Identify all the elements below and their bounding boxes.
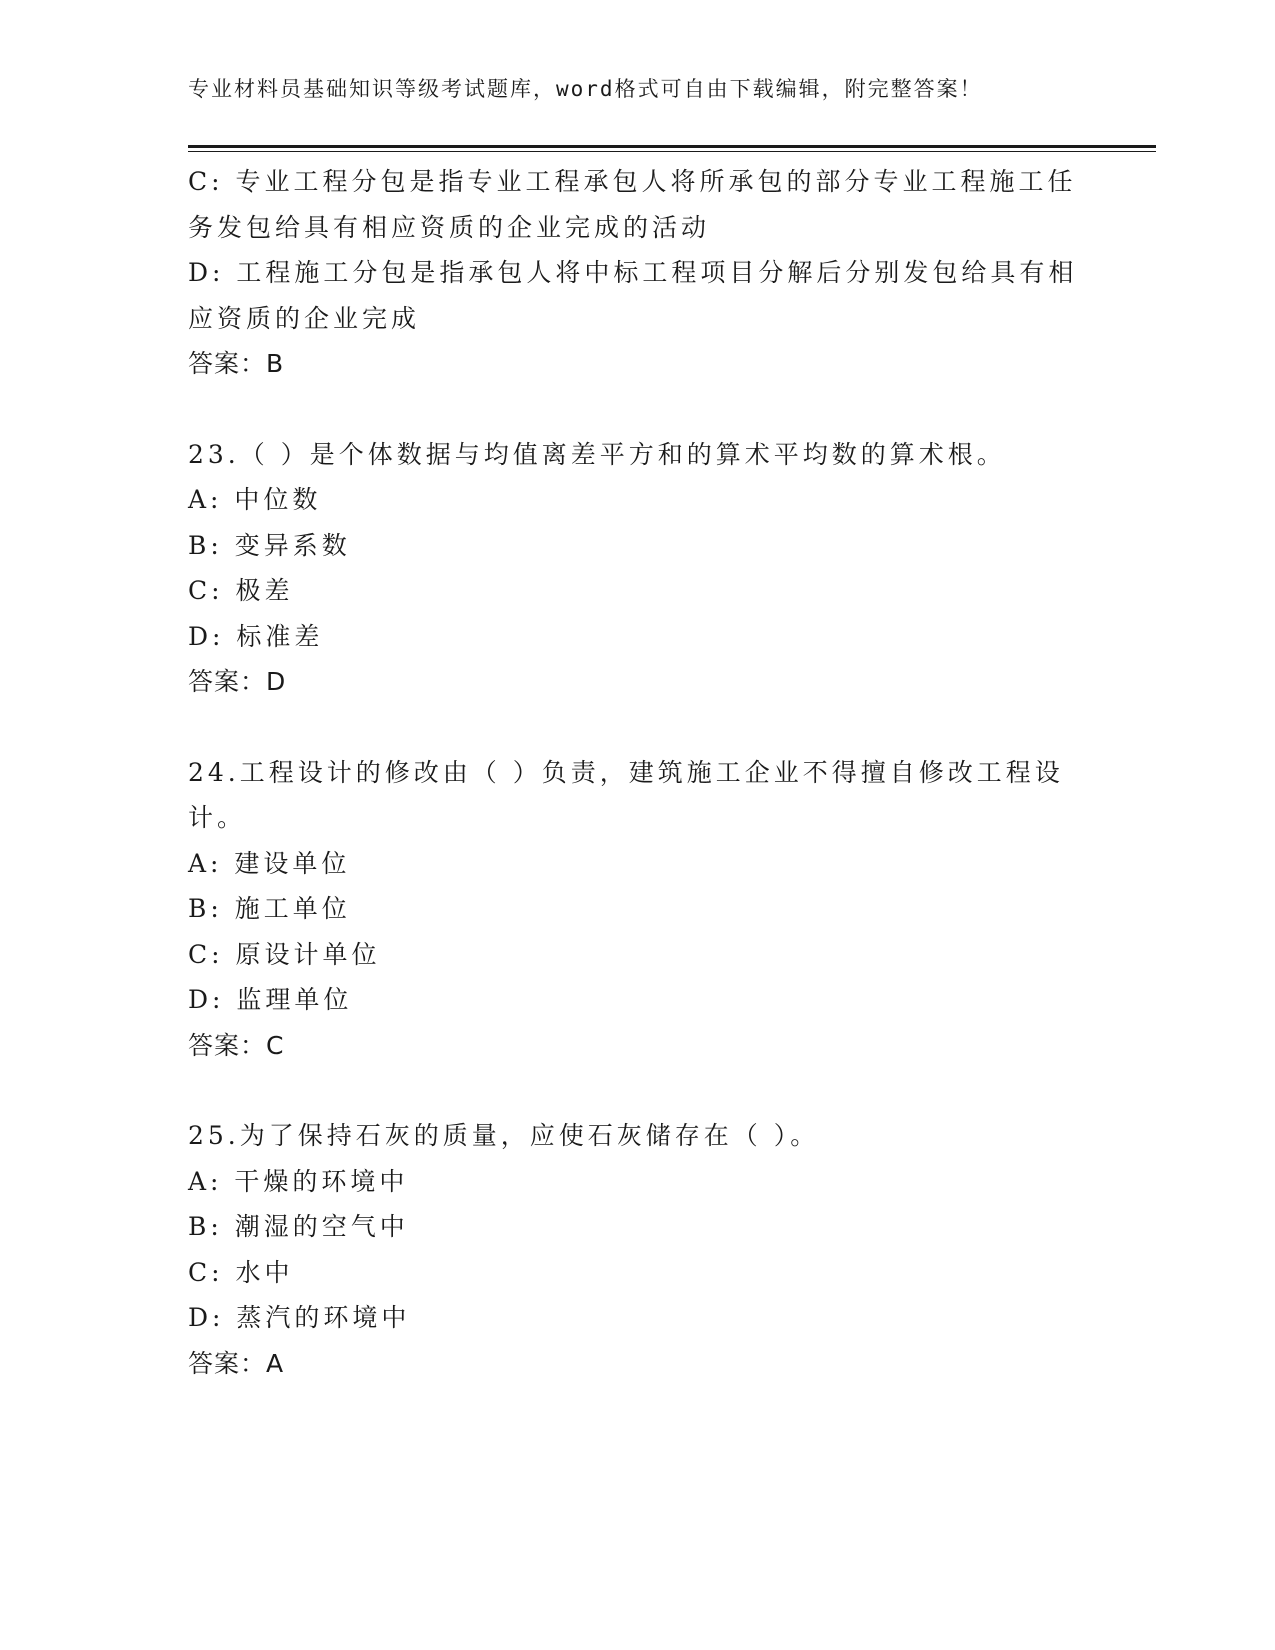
- question-content: [188, 159, 1088, 1386]
- question-25-option-c: C: 水中: [188, 1257, 294, 1287]
- option-d-line-1: D: 工程施工分包是指承包人将中标工程项目分解后分别发包给具有相: [188, 258, 1078, 287]
- question-25-stem: 25.为了保持石灰的质量，应使石灰储存在（ ）。: [188, 1121, 820, 1150]
- option-c-line-2: 务发包给具有相应资质的企业完成的活动: [188, 212, 711, 242]
- answer-25: 答案：A: [188, 1348, 285, 1378]
- option-d-line-2: 应资质的企业完成: [188, 303, 421, 333]
- question-23-option-c: C: 极差: [188, 576, 294, 605]
- question-25-option-b: B: 潮湿的空气中: [188, 1212, 409, 1241]
- header-rule-thin: [188, 151, 1156, 152]
- question-25-option-a: A: 干燥的环境中: [188, 1166, 409, 1196]
- question-24: [188, 750, 1088, 1069]
- page-header: 专业材料员基础知识等级考试题库，word格式可自由下载编辑，附完整答案！: [188, 77, 983, 101]
- question-24-stem-line-1: 24.工程设计的修改由（ ）负责，建筑施工企业不得擅自修改工程设: [188, 757, 1064, 787]
- header-rule-thick: [188, 145, 1156, 148]
- question-24-option-d: D: 监理单位: [188, 985, 353, 1014]
- question-24-option-a: A: 建设单位: [188, 848, 351, 878]
- question-23-option-a: A: 中位数: [188, 485, 322, 514]
- question-24-stem-line-2: 计。: [188, 803, 247, 832]
- question-24-option-b: B: 施工单位: [188, 894, 351, 923]
- question-23-stem: 23.（ ）是个体数据与均值离差平方和的算术平均数的算术根。: [188, 439, 1006, 469]
- answer-23: 答案：D: [188, 667, 287, 696]
- question-25: [188, 1113, 1088, 1386]
- question-23-option-d: D: 标准差: [188, 621, 324, 651]
- option-c-line-1: C: 专业工程分包是指专业工程承包人将所承包的部分专业工程施工任: [188, 167, 1077, 196]
- question-23-option-b: B: 变异系数: [188, 530, 351, 560]
- question-25-option-d: D: 蒸汽的环境中: [188, 1303, 411, 1332]
- answer-22: 答案：B: [188, 349, 285, 378]
- question-23: [188, 432, 1088, 705]
- question-22-continued: [188, 159, 1088, 387]
- answer-24: 答案：C: [188, 1030, 285, 1060]
- question-24-option-c: C: 原设计单位: [188, 939, 381, 969]
